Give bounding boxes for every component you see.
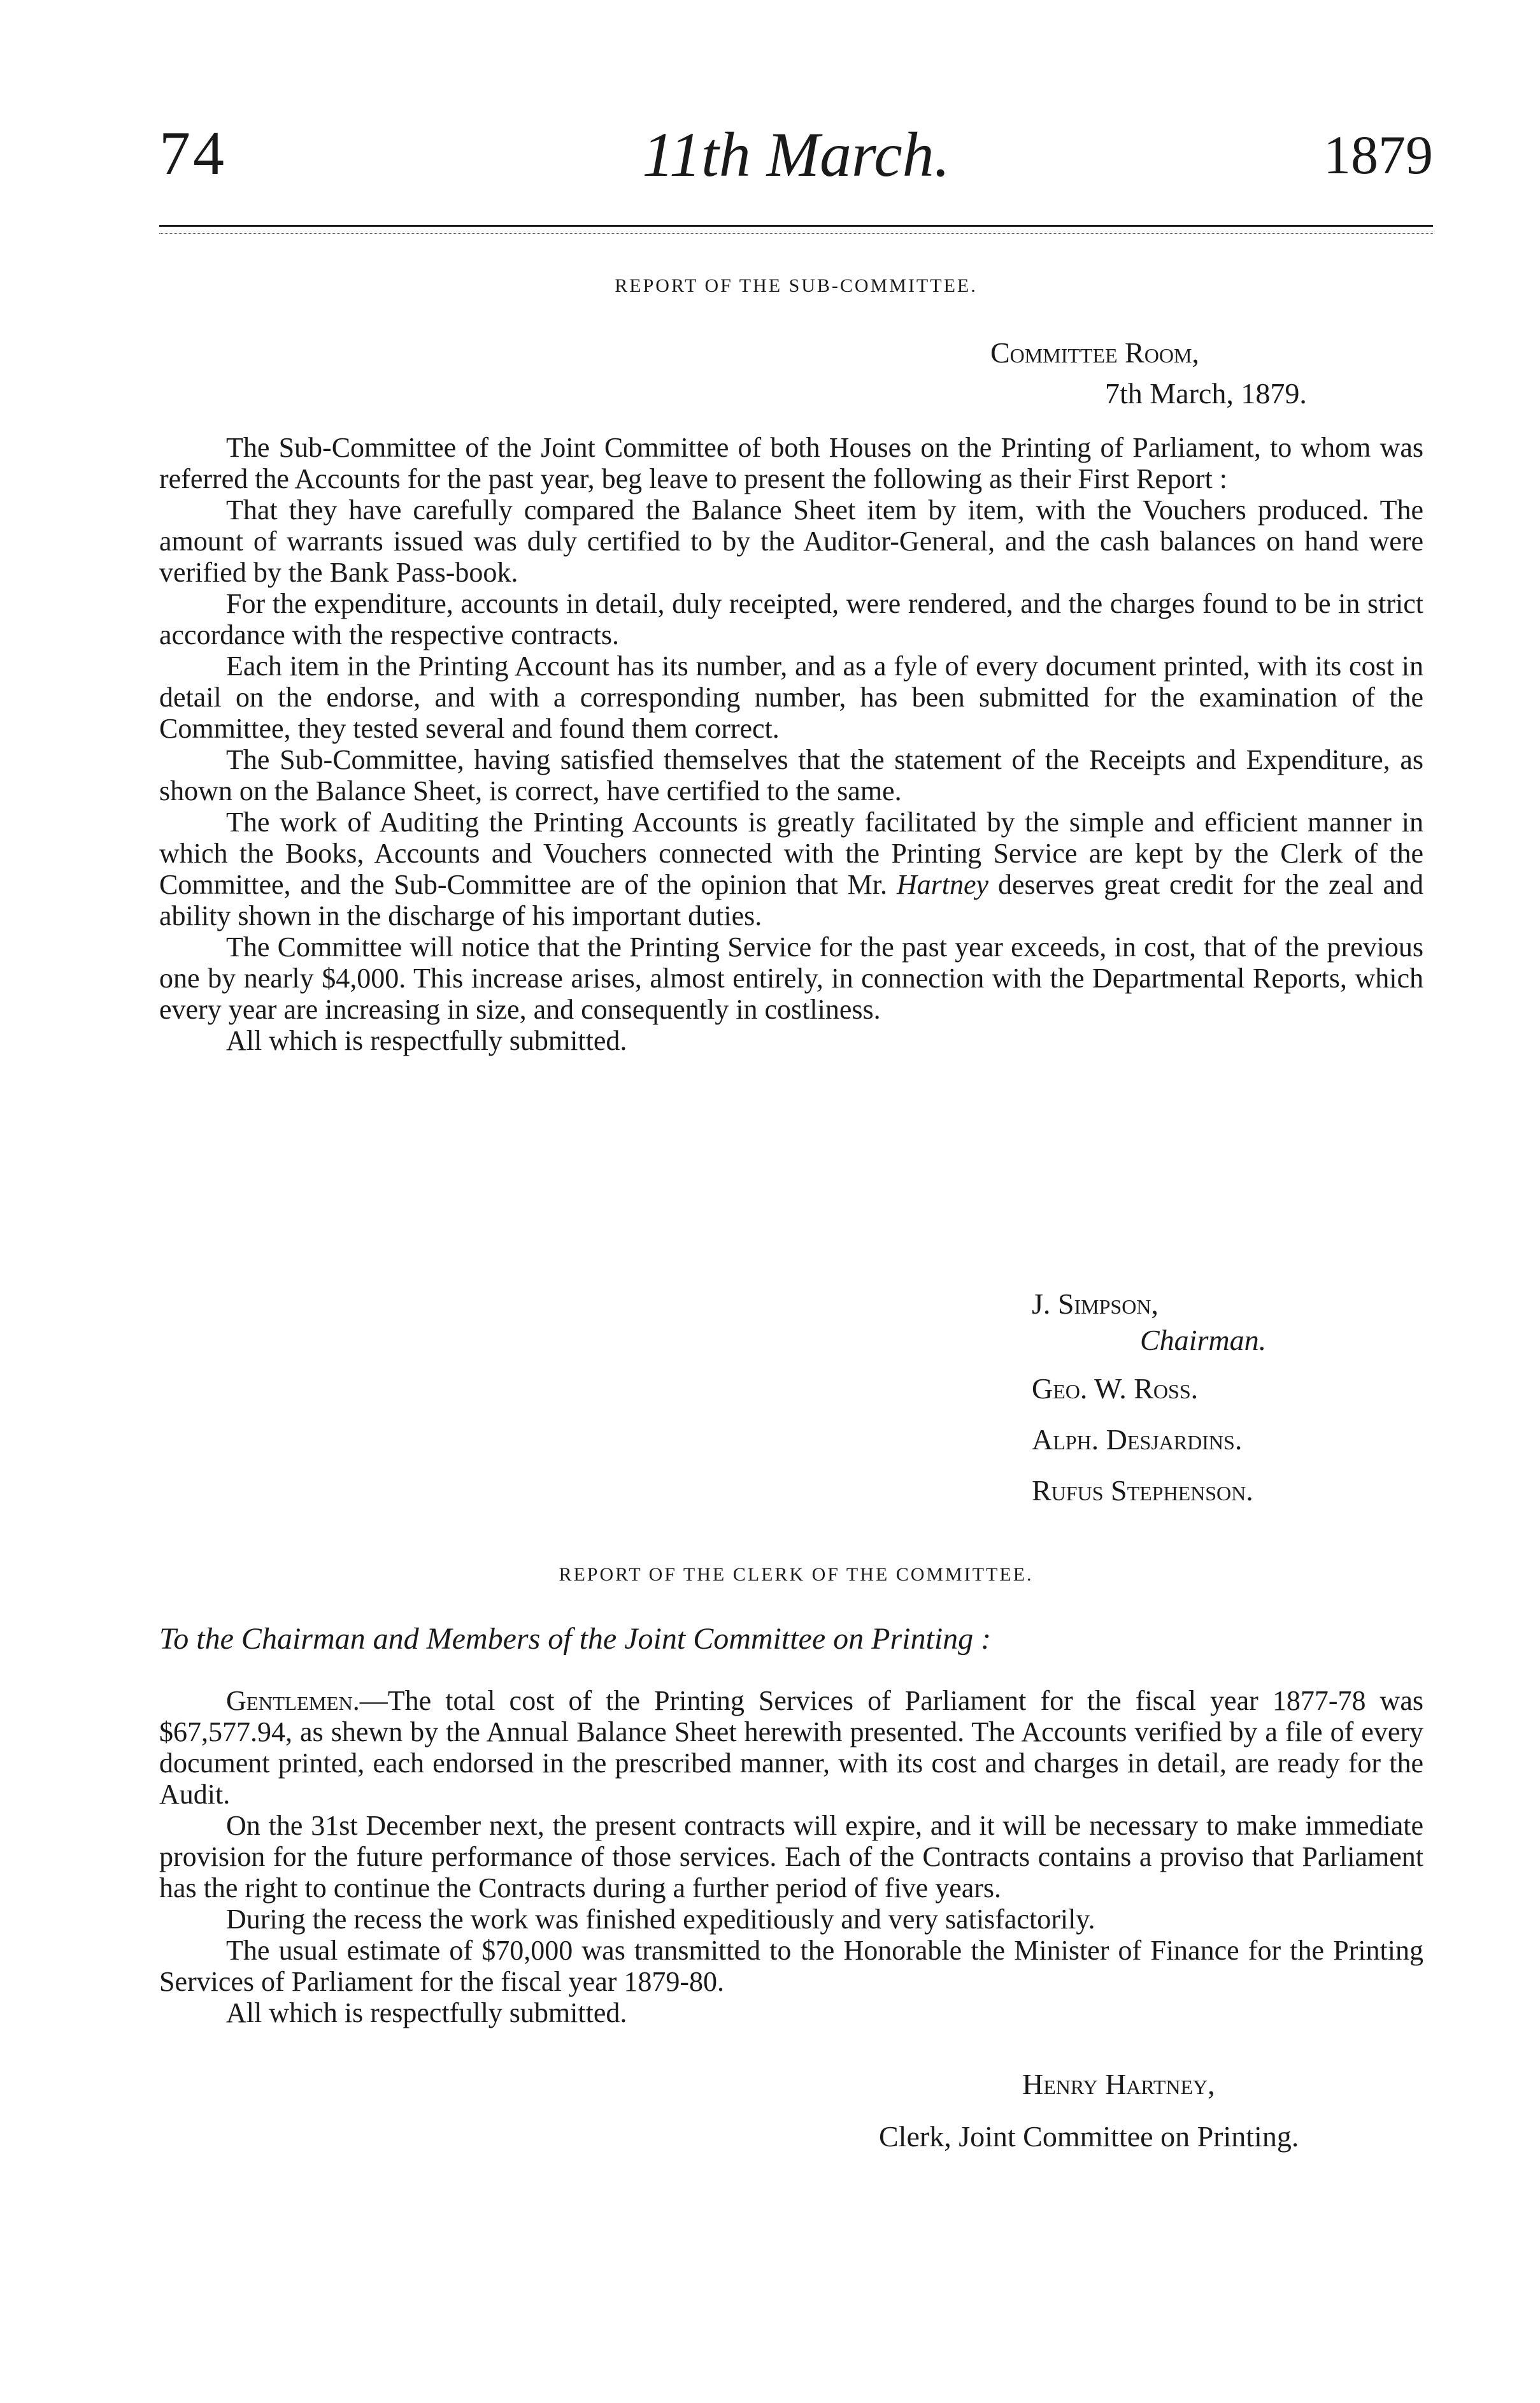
- clerk-report-address: To the Chairman and Members of the Joint Committee on Printing :: [159, 1622, 992, 1656]
- signatory-chairman-name: J. Simpson,: [1032, 1288, 1159, 1320]
- report-paragraph: All which is respectfully submitted.: [226, 1997, 627, 2028]
- report-paragraph: During the recess the work was finished expeditiously and very satisfactorily.: [226, 1904, 1095, 1935]
- header-rule: [159, 225, 1433, 234]
- committee-room-place: Committee Room,: [990, 336, 1199, 369]
- report-paragraph: The Sub-Committee, having satisfied themselves that the statement of the Receipts and Expenditure, as shown on the Balance Sheet, is correct, have certified to the same.: [159, 744, 1423, 807]
- report-paragraph: [159, 807, 1423, 931]
- clerk-report-title: REPORT OF THE CLERK OF THE COMMITTEE.: [559, 1564, 1034, 1585]
- clerk-signature-title: Clerk, Joint Committee on Printing.: [879, 2120, 1299, 2153]
- running-head: [159, 118, 1433, 194]
- signatory-member-ross: Geo. W. Ross.: [1032, 1372, 1199, 1405]
- hartney-name: Hartney: [896, 869, 989, 900]
- running-head-date: 11th March.: [642, 119, 950, 190]
- clerk-report-body: [159, 1685, 1423, 2028]
- report-paragraph: [159, 1685, 1423, 1810]
- report-paragraph: The usual estimate of $70,000 was transmitted to the Honorable the Minister of Finance for the Printing Services of Parliament for the fiscal year 1879-80.: [159, 1935, 1423, 1997]
- signatory-member-stephenson: Rufus Stephenson.: [1032, 1474, 1253, 1507]
- signatory-member-desjardins: Alph. Desjardins.: [1032, 1423, 1243, 1456]
- report-paragraph: The Sub-Committee of the Joint Committee of both Houses on the Printing of Parliament, to whom was referred the Accounts for the past year, beg leave to present the following as their First Report :: [159, 432, 1423, 494]
- report-paragraph: All which is respectfully submitted.: [226, 1025, 627, 1056]
- report-text: —The total cost of the Printing Services of Parliament for the fiscal year 1877-78 was $67,577.94, as shewn by the Annual Balance Sheet herewith presented. The Accounts verified by a file of every document printed, each endorsed in the prescribed manner, with its cost and charges in detail, are ready for the Audit.: [159, 1685, 1423, 1810]
- report-text: deserves great credit for the zeal and ability shown in the discharge of his important duties.: [159, 869, 1424, 931]
- running-head-year: 1879: [1323, 124, 1433, 185]
- page-number: 74: [159, 119, 227, 188]
- sub-committee-report-date: 7th March, 1879.: [1105, 377, 1307, 410]
- report-paragraph: For the expenditure, accounts in detail, duly receipted, were rendered, and the charges found to be in strict accordance with the respective contracts.: [159, 588, 1423, 650]
- report-paragraph: The Committee will notice that the Printing Service for the past year exceeds, in cost, that of the previous one by nearly $4,000. This increase arises, almost entirely, in connection with the Departmental Reports, which every year are increasing in size, and consequently in costliness.: [159, 931, 1423, 1025]
- sub-committee-report-title: REPORT OF THE SUB-COMMITTEE.: [615, 275, 978, 296]
- salutation: Gentlemen.: [226, 1685, 360, 1716]
- report-paragraph: On the 31st December next, the present contracts will expire, and it will be necessary to make immediate provision for the future performance of those services. Each of the Contracts contains a proviso that Parliament has the right to continue the Contracts during a further period of five years.: [159, 1810, 1423, 1904]
- sub-committee-report-body: [159, 432, 1423, 1056]
- report-text: The work of Auditing the Printing Accounts is greatly facilitated by the simple and efficient manner in which the Books, Accounts and Vouchers connected with the Printing Service are kept by the Clerk of the Committee, and the Sub-Committee are of the opinion that Mr.: [159, 807, 1423, 900]
- clerk-signature-name: Henry Hartney,: [1022, 2068, 1215, 2100]
- signatory-chairman-title: Chairman.: [1140, 1324, 1267, 1356]
- report-paragraph: That they have carefully compared the Balance Sheet item by item, with the Vouchers produced. The amount of warrants issued was duly certified to by the Auditor-General, and the cash balances on hand were verified by the Bank Pass-book.: [159, 494, 1423, 588]
- report-paragraph: Each item in the Printing Account has its number, and as a fyle of every document printed, with its cost in detail on the endorse, and with a corresponding number, has been submitted for the examination of the Committee, they tested several and found them correct.: [159, 650, 1423, 744]
